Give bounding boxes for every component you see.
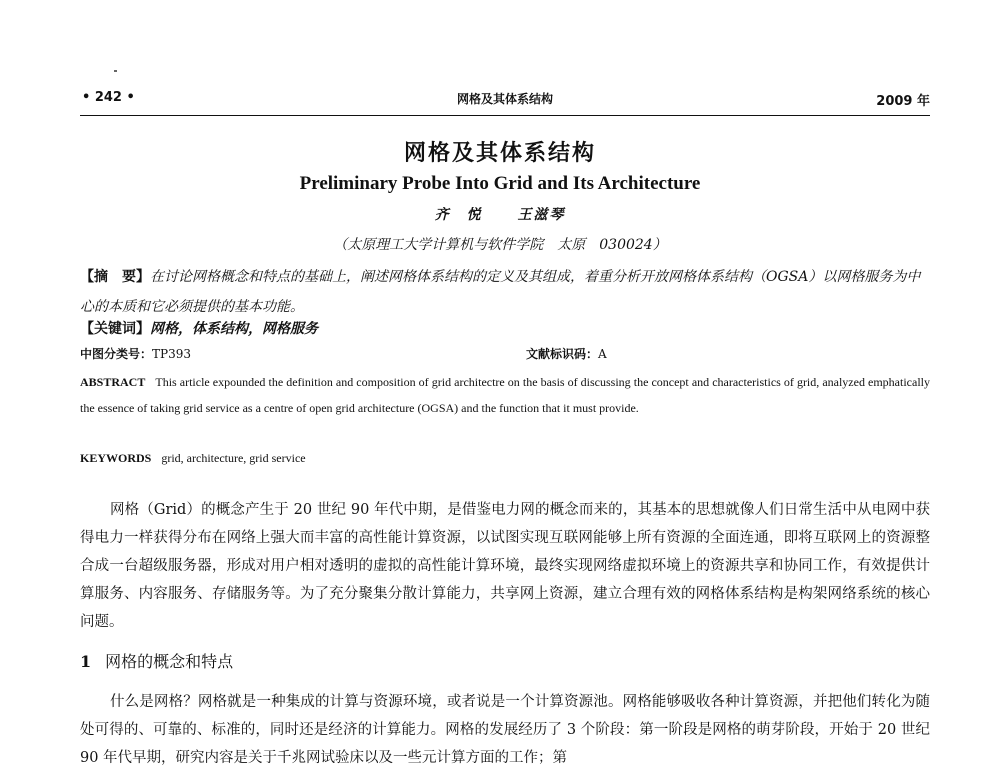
abstract-en-label: ABSTRACT bbox=[80, 375, 146, 389]
abstract-chinese bbox=[80, 262, 930, 322]
body-paragraph-1: 网格（Grid）的概念产生于 20 世纪 90 年代中期，是借鉴电力网的概念而来的，其基本的思想就像人们日常生活中从电网中获得电力一样获得分布在网络上强大而丰富的高性能计算资源，以试图实现互联网能够上所有资源的全面连通，即将互联网上的资源整合成一台超级服务器，形成对用户相对透明的虚拟的高性能计算环境，最终实现网络虚拟环境上的资源共享和协同工作，有效提供计算服务、内容服务、存储服务等。为了充分聚集分散计算能力，共享网上资源，建立合理有效的网格体系结构是构架网络系统的核心问题。 bbox=[80, 502, 930, 630]
body-paragraph-2: 什么是网格？网格就是一种集成的计算与资源环境，或者说是一个计算资源池。网格能够吸收各种计算资源，并把他们转化为随处可得的、可靠的、标准的，同时还是经济的计算能力。网格的发展经历了 3 个阶段：第一阶段是网格的萌芽阶段，开始于 20 世纪 90 年代早期，研究内容是关于千兆网试验床以及一些元计算方面的工作；第 bbox=[80, 694, 930, 766]
clc-value: TP393 bbox=[152, 347, 191, 361]
page-number: • 242 • bbox=[82, 90, 135, 105]
keywords-english bbox=[80, 447, 930, 469]
author-list bbox=[0, 204, 1000, 224]
section-heading-1 bbox=[80, 650, 930, 674]
scan-speck bbox=[114, 70, 117, 72]
author-2: 王滋琴 bbox=[517, 207, 566, 223]
running-title: 网格及其体系结构 bbox=[456, 92, 553, 106]
title-english: Preliminary Probe Into Grid and Its Architecture bbox=[299, 173, 701, 194]
header-rule bbox=[80, 115, 930, 116]
abstract-english bbox=[80, 370, 930, 421]
doc-code-label: 文献标识码： bbox=[526, 347, 599, 361]
clc-label: 中图分类号： bbox=[80, 347, 153, 361]
title-chinese: 网格及其体系结构 bbox=[403, 141, 596, 166]
section-title-text: 网格的概念和特点 bbox=[105, 652, 234, 671]
author-1: 齐 悦 bbox=[434, 207, 483, 223]
section-number: 1 bbox=[80, 652, 92, 671]
classification-line bbox=[80, 344, 930, 364]
keywords-cn-text: 网格，体系结构，网格服务 bbox=[150, 321, 318, 337]
abstract-cn-text: 在讨论网格概念和特点的基础上，阐述网格体系结构的定义及其组成，着重分析开放网格体系结构（OGSA）以网格服务为中心的本质和它必须提供的基本功能。 bbox=[80, 269, 921, 315]
keywords-chinese bbox=[80, 318, 930, 340]
doc-code-value: A bbox=[598, 347, 607, 361]
abstract-en-text: This article expounded the definition and composition of grid architectre on the basis of discussing the concept and characteristics of grid, analyzed emphatically the essence of taking grid service as a centre of open grid architecture (OGSA) and the function that it must provide. bbox=[80, 375, 930, 415]
keywords-en-text: grid, architecture, grid service bbox=[161, 451, 306, 465]
running-header bbox=[80, 90, 930, 112]
affiliation: （太原理工大学计算机与软件学院 太原 030024） bbox=[333, 237, 667, 253]
keywords-en-label: KEYWORDS bbox=[80, 451, 152, 465]
keywords-cn-label: 【关键词】 bbox=[80, 321, 150, 337]
publication-year: 2009 年 bbox=[876, 94, 930, 109]
abstract-cn-label: 【摘 要】 bbox=[80, 269, 150, 285]
